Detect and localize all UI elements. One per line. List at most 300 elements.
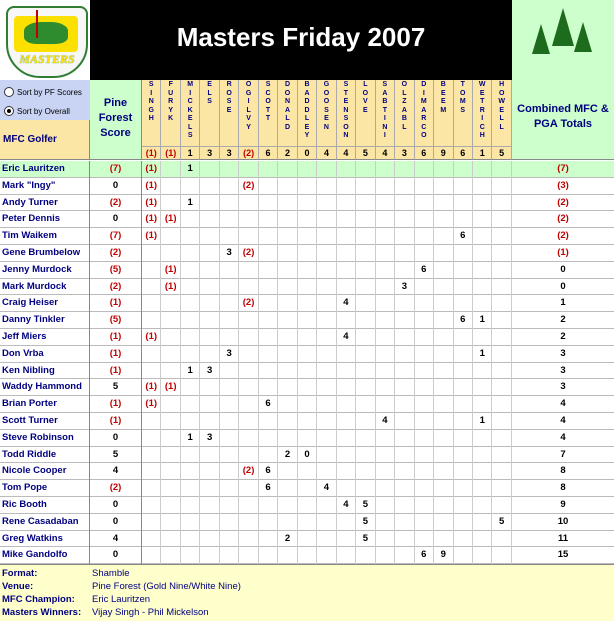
pga-pick-cell [395,312,414,329]
pga-pick-cell: 0 [298,447,317,464]
pga-pick-cell [220,329,239,346]
mfc-golfer-header: MFC Golfer [0,120,90,160]
pga-pick-cell [356,178,375,195]
pga-pick-cell [337,430,356,447]
pga-pick-cell [395,245,414,262]
pga-pick-cell [278,514,297,531]
pine-forest-score: (2) [90,480,142,497]
pga-pick-cell [161,178,180,195]
pga-pick-cell [337,396,356,413]
pine-tree-icon [552,8,574,46]
pga-pick-cell [434,279,453,296]
pga-pick-cell [200,531,219,548]
pga-pick-cell [434,329,453,346]
pga-pick-cell: (1) [142,396,161,413]
golfer-name: Todd Riddle [0,447,90,464]
pga-pick-cell [142,430,161,447]
usa-map-icon [14,16,78,52]
pga-pick-cell [473,245,492,262]
pga-pick-cell [200,178,219,195]
pga-pick-cell [298,329,317,346]
pga-pick-cell: (1) [161,211,180,228]
sort-by-overall-radio[interactable] [4,106,70,116]
pga-pick-cell [492,430,511,447]
pga-pick-cell [317,295,336,312]
pga-player-score: 5 [356,147,375,160]
pga-pick-cell [376,279,395,296]
pga-pick-cell [415,514,434,531]
golfer-name: Nicole Cooper [0,463,90,480]
pga-pick-cell [473,430,492,447]
pga-pick-cell [142,480,161,497]
combined-totals-header [512,80,614,160]
pga-pick-cell [434,262,453,279]
combined-total: 11 [557,532,569,544]
pga-player-score: 6 [454,147,473,160]
pga-pick-cell: 1 [473,312,492,329]
pga-pick-cell [317,497,336,514]
pga-pick-cell [220,430,239,447]
pine-forest-score: 0 [90,497,142,514]
pga-pick-cell [395,463,414,480]
pga-pick-cell [259,245,278,262]
pga-pick-cell [181,514,200,531]
pga-pick-cell: (1) [142,228,161,245]
pga-pick-cell [259,262,278,279]
radio-icon[interactable] [4,87,14,97]
golfer-name: Eric Lauritzen [0,161,90,178]
pga-pick-cell [278,195,297,212]
pga-pick-cell [239,312,258,329]
pga-pick-cell: 3 [395,279,414,296]
pga-pick-cell [356,430,375,447]
pga-pick-cell [200,262,219,279]
pga-pick-cell [239,329,258,346]
pga-pick-cell [395,430,414,447]
pga-pick-cell: 4 [337,295,356,312]
pine-forest-score: (1) [90,363,142,380]
combined-total: 2 [560,331,566,342]
golfer-name: Jenny Murdock [0,262,90,279]
pine-forest-score: 5 [90,447,142,464]
pga-player-header [317,80,336,147]
pga-pick-cell [200,379,219,396]
pga-pick-cell [395,346,414,363]
table-row [0,447,614,464]
pga-pick-cell [434,447,453,464]
pga-pick-cell [259,413,278,430]
pga-pick-cell [259,531,278,548]
pga-player-name: S I N G H [148,81,154,122]
table-row [0,480,614,497]
pga-pick-cell [473,161,492,178]
combined-total: 3 [560,347,566,359]
pga-pick-cell: 4 [337,497,356,514]
pga-pick-cell [317,195,336,212]
pga-pick-cell [473,178,492,195]
pine-forest-score: (2) [90,195,142,212]
pga-pick-cell [376,514,395,531]
pga-pick-cell [278,497,297,514]
pine-forest-score: (5) [90,312,142,329]
combined-total: 0 [560,263,566,275]
pine-forest-score: 5 [90,379,142,396]
golfer-name: Brian Porter [0,396,90,413]
pga-pick-cell [161,346,180,363]
pga-pick-cell [220,295,239,312]
pga-player-score: 0 [298,147,317,160]
pga-player-header [220,80,239,147]
pga-player-score: 5 [492,147,511,160]
combined-total: (1) [557,247,569,258]
pga-player-name: B E E M [440,81,447,114]
pga-pick-cell [337,178,356,195]
pga-player-score: 3 [220,147,239,160]
pga-pick-cell [473,531,492,548]
pga-player-score: 2 [278,147,297,160]
table-row [0,262,614,279]
pga-pick-cell [220,447,239,464]
pga-pick-cell: 6 [259,396,278,413]
pga-pick-cell [492,279,511,296]
radio-selected-icon[interactable] [4,106,14,116]
pga-pick-cell [239,430,258,447]
table-row [0,547,614,564]
pga-pick-cell [376,195,395,212]
pga-pick-cell [259,312,278,329]
footer-value: Pine Forest (Gold Nine/White Nine) [92,581,241,592]
pga-pick-cell [376,245,395,262]
pga-pick-cell: 3 [220,346,239,363]
pga-pick-cell [317,279,336,296]
pga-player-name: R O S E [226,81,232,114]
pga-player-name: W E T R I C H [478,81,486,139]
pga-pick-cell [259,279,278,296]
footer-row-champion [2,593,150,606]
combined-total: 8 [560,482,566,494]
pga-pick-cell [434,295,453,312]
pga-pick-cell [317,262,336,279]
pga-pick-cell [454,514,473,531]
pga-pick-cell [298,497,317,514]
table-row [0,329,614,346]
radio-label: Sort by PF Scores [17,87,82,97]
pga-pick-cell [395,413,414,430]
pga-pick-cell [376,262,395,279]
pga-pick-cell [395,211,414,228]
pga-pick-cell [337,447,356,464]
pga-pick-cell [473,262,492,279]
pga-pick-cell [161,514,180,531]
table-row [0,379,614,396]
pga-pick-cell [278,295,297,312]
footer-row-winners [2,606,209,619]
pga-pick-cell [239,531,258,548]
pga-pick-cell [239,262,258,279]
pine-forest-score: 4 [90,531,142,548]
pga-player-score: (1) [142,147,161,160]
pga-pick-cell [376,396,395,413]
pga-pick-cell: (1) [142,379,161,396]
logo-text: MASTERS [19,52,75,66]
pga-pick-cell [220,463,239,480]
pga-pick-cell [259,497,278,514]
combined-total: (2) [557,213,569,225]
pga-player-header [415,80,434,147]
pga-pick-cell [317,430,336,447]
pga-pick-cell [434,514,453,531]
pga-pick-cell [473,447,492,464]
pga-pick-cell [337,547,356,564]
pga-pick-cell [200,245,219,262]
pga-pick-cell [298,178,317,195]
pga-pick-cell [376,211,395,228]
pga-pick-cell [434,211,453,228]
pga-pick-cell [492,363,511,380]
pga-pick-cell [434,245,453,262]
pga-pick-cell [200,447,219,464]
pga-pick-cell [142,312,161,329]
pga-pick-cell [434,497,453,514]
pga-pick-cell [473,514,492,531]
title-bar [90,0,512,80]
pga-pick-cell [415,211,434,228]
pga-pick-cell: 4 [337,329,356,346]
pga-pick-cell [239,279,258,296]
pga-pick-cell [200,413,219,430]
pga-pick-cell [454,178,473,195]
pga-pick-cell: 6 [259,463,278,480]
pga-pick-cell [395,161,414,178]
pga-pick-cell [278,161,297,178]
pga-pick-cell [395,480,414,497]
pga-pick-cell [356,396,375,413]
table-row [0,312,614,329]
pga-pick-cell [473,463,492,480]
pga-pick-cell [200,211,219,228]
pga-pick-cell [220,211,239,228]
flag-icon [36,10,38,38]
pga-pick-cell [454,531,473,548]
pga-pick-cell [181,531,200,548]
pga-pick-cell [317,363,336,380]
pga-pick-cell [454,547,473,564]
pga-player-name: O G I L V Y [245,81,252,131]
pga-pick-cell [356,346,375,363]
pga-player-score: 3 [200,147,219,160]
pga-pick-cell: 4 [317,480,336,497]
golfer-name: Craig Heiser [0,295,90,312]
pga-pick-cell [415,480,434,497]
pga-pick-cell [473,279,492,296]
pga-pick-cell [220,497,239,514]
pga-pick-cell [259,329,278,346]
pga-pick-cell [395,363,414,380]
pga-pick-cell [220,379,239,396]
pga-pick-cell [454,279,473,296]
pga-pick-cell [298,396,317,413]
pga-pick-cell [473,547,492,564]
radio-label: Sort by Overall [17,106,70,116]
pine-forest-score: (5) [90,262,142,279]
pga-pick-cell [161,480,180,497]
pga-pick-cell [181,245,200,262]
pga-pick-cell [278,329,297,346]
pga-pick-cell [434,161,453,178]
pga-pick-cell [298,245,317,262]
table-row [0,346,614,363]
pga-player-header [434,80,453,147]
pine-forest-score: 0 [90,178,142,195]
pga-pick-cell [239,547,258,564]
pga-player-name: S T E N S O N [343,81,349,139]
pga-pick-cell [395,295,414,312]
pga-pick-cell [278,430,297,447]
pga-pick-cell: 6 [415,547,434,564]
pga-pick-cell [415,329,434,346]
pga-pick-cell [415,346,434,363]
pga-pick-cell [454,211,473,228]
pga-pick-cell [200,480,219,497]
pga-pick-cell [259,430,278,447]
pga-pick-cell [220,363,239,380]
pga-pick-cell [492,531,511,548]
pga-pick-cell [161,312,180,329]
pga-pick-cell [298,295,317,312]
pga-pick-cell [434,531,453,548]
pga-pick-cell: 3 [200,430,219,447]
golfer-name: Gene Brumbelow [0,245,90,262]
pga-pick-cell [473,329,492,346]
pga-pick-cell [492,463,511,480]
pga-pick-cell [454,346,473,363]
pga-pick-cell [142,346,161,363]
pga-player-name: E L S [207,81,212,105]
pga-pick-cell [298,312,317,329]
pga-pick-cell [395,329,414,346]
pga-pick-cell [337,480,356,497]
pga-pick-cell [259,346,278,363]
pga-pick-cell [492,396,511,413]
combined-total: 9 [560,499,566,510]
pga-pick-cell [298,430,317,447]
pga-player-header [259,80,278,147]
pga-pick-cell [220,279,239,296]
pga-pick-cell [142,245,161,262]
pga-player-score: (2) [239,147,258,160]
pga-pick-cell [337,279,356,296]
pga-pick-cell [161,447,180,464]
pga-pick-cell [356,295,375,312]
pga-pick-cell [492,211,511,228]
pga-pick-cell [181,178,200,195]
pga-pick-cell [356,447,375,464]
pine-forest-score: 0 [90,547,142,564]
combined-total: 1 [560,297,566,309]
pga-pick-cell [317,413,336,430]
pga-player-header [239,80,258,147]
pga-player-name: O L Z A B L [401,81,408,131]
pga-pick-cell: 1 [181,161,200,178]
pga-pick-cell [298,228,317,245]
table-row [0,295,614,312]
pga-pick-cell [278,211,297,228]
combined-total: 4 [560,415,566,426]
pga-pick-cell [415,396,434,413]
pga-player-name: M I C K E L S [187,81,194,139]
pga-pick-cell [376,295,395,312]
pga-pick-cell [356,195,375,212]
sort-by-pf-radio[interactable] [4,87,82,97]
pga-pick-cell [395,396,414,413]
pga-pick-cell [181,447,200,464]
golfer-name: Tim Waikem [0,228,90,245]
pga-pick-cell [356,312,375,329]
table-row [0,497,614,514]
pga-pick-cell [200,547,219,564]
pga-pick-cell [278,245,297,262]
combined-total: (7) [557,163,569,174]
pga-pick-cell [337,379,356,396]
footer-label: Masters Winners: [2,607,82,618]
pga-pick-cell [415,413,434,430]
pga-player-header [298,80,317,147]
pga-pick-cell [415,295,434,312]
pga-pick-cell: 1 [181,195,200,212]
pga-player-header [376,80,395,147]
pga-pick-cell [239,480,258,497]
page-title: Masters Friday 2007 [176,22,426,52]
pga-player-score: 1 [473,147,492,160]
masters-logo [0,0,91,81]
pga-player-score: 4 [337,147,356,160]
pga-pick-cell: (2) [239,178,258,195]
pga-pick-cell [376,312,395,329]
pga-pick-cell [473,480,492,497]
pga-pick-cell [317,346,336,363]
pga-pick-cell [181,463,200,480]
pga-pick-cell [454,430,473,447]
pga-pick-cell [161,531,180,548]
pga-pick-cell: (1) [161,262,180,279]
pga-pick-cell [200,497,219,514]
pga-pick-cell [415,312,434,329]
pga-pick-cell [454,363,473,380]
pga-player-name: D O N A L D [284,81,291,131]
pine-forest-score: (7) [90,161,142,178]
pga-player-header [142,80,161,147]
pga-pick-cell [181,346,200,363]
pga-pick-cell [200,228,219,245]
pga-pick-cell [298,363,317,380]
pga-pick-cell [278,228,297,245]
pga-pick-cell [376,161,395,178]
pga-pick-cell: 1 [473,346,492,363]
pga-pick-cell [161,295,180,312]
pga-pick-cell [454,379,473,396]
golfer-name: Ken Nibling [0,363,90,380]
pga-pick-cell [415,279,434,296]
pga-pick-cell [376,363,395,380]
pga-pick-cell [337,312,356,329]
golfer-name: Mark Murdock [0,279,90,296]
pga-pick-cell [317,379,336,396]
golfer-name: Tom Pope [0,480,90,497]
pga-pick-cell [454,497,473,514]
combined-total: 10 [557,515,569,527]
pga-pick-cell [473,295,492,312]
pga-pick-cell [278,463,297,480]
